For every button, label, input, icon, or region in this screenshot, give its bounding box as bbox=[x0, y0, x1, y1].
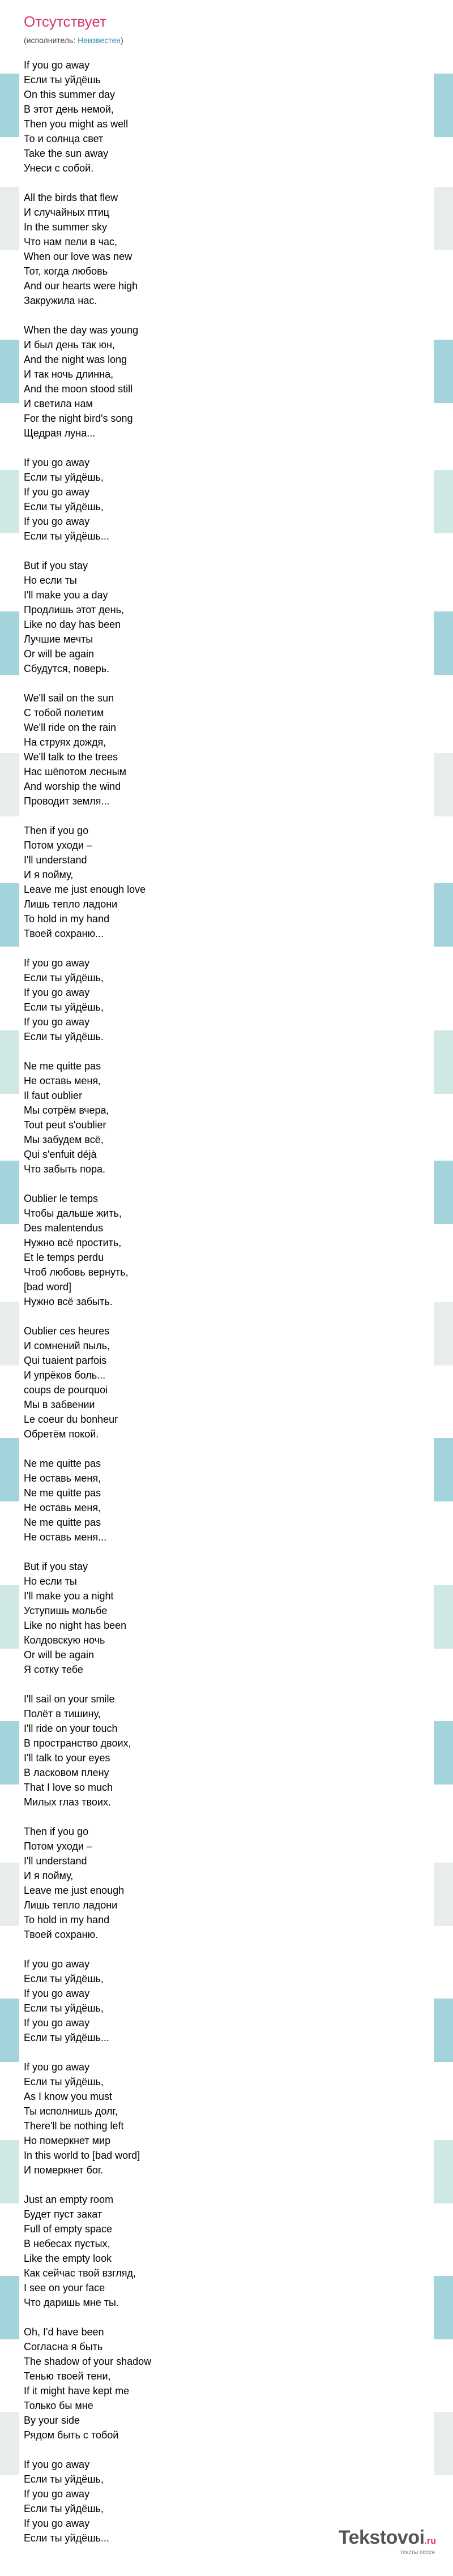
lyrics-stanza bbox=[24, 691, 318, 808]
lyric-line: And our hearts were high bbox=[24, 280, 138, 292]
lyrics-stanza bbox=[24, 1692, 318, 1809]
lyric-line: Oh, I'd have been bbox=[24, 2326, 104, 2338]
lyric-line: If you go away bbox=[24, 2459, 90, 2470]
lyric-line: Закружила нас. bbox=[24, 295, 97, 306]
lyric-line: Милых глаз твоих. bbox=[24, 1796, 111, 1808]
lyric-line: Если ты уйдёшь, bbox=[24, 2076, 104, 2087]
song-title: Отсутствует bbox=[24, 13, 106, 30]
lyric-line: To hold in my hand bbox=[24, 913, 110, 925]
lyric-line: Проводит земля... bbox=[24, 795, 110, 807]
lyrics-stanza bbox=[24, 1559, 318, 1677]
logo-tld: .ru bbox=[424, 2536, 436, 2546]
lyric-line: И был день так юн, bbox=[24, 339, 115, 350]
lyric-line: Уступишь мольбе bbox=[24, 1605, 108, 1616]
lyric-line: If you go away bbox=[24, 457, 90, 468]
lyric-line: Ne me quitte pas bbox=[24, 1487, 101, 1499]
lyric-line: Тот, когда любовь bbox=[24, 266, 108, 277]
lyric-line: Qui tuaient parfois bbox=[24, 1355, 107, 1366]
lyric-line: And worship the wind bbox=[24, 781, 121, 792]
lyric-line: Like the empty look bbox=[24, 2253, 112, 2264]
lyric-line: Лишь тепло ладони bbox=[24, 1899, 118, 1911]
lyric-line: Leave me just enough love bbox=[24, 884, 146, 895]
lyric-line: Потом уходи – bbox=[24, 840, 92, 851]
lyric-line: Le coeur du bonheur bbox=[24, 1414, 118, 1425]
lyrics-stanza bbox=[24, 2457, 318, 2545]
lyric-line: То и солнца свет bbox=[24, 133, 104, 144]
lyric-line: Full of empty space bbox=[24, 2223, 113, 2235]
lyric-line: Oublier ces heures bbox=[24, 1325, 110, 1337]
lyric-line: Like no night has been bbox=[24, 1620, 127, 1631]
lyric-line: There'll be nothing left bbox=[24, 2120, 124, 2132]
lyric-line: Ты исполнишь долг, bbox=[24, 2106, 118, 2117]
lyric-line: Щедрая луна... bbox=[24, 427, 96, 439]
lyric-line: Tout peut s'oublier bbox=[24, 1119, 106, 1131]
lyric-line: When our love was new bbox=[24, 251, 133, 262]
lyric-line: If you go away bbox=[24, 1958, 90, 1970]
site-logo[interactable] bbox=[339, 2527, 436, 2556]
lyric-line: If you go away bbox=[24, 1988, 90, 1999]
lyric-line: Or will be again bbox=[24, 1649, 95, 1661]
lyric-line: Обретём покой. bbox=[24, 1428, 99, 1440]
lyric-line: I see on your face bbox=[24, 2282, 105, 2293]
lyric-line: И так ночь длинна, bbox=[24, 369, 114, 380]
lyric-line: Мы в забвении bbox=[24, 1399, 95, 1410]
lyric-line: Then if you go bbox=[24, 825, 89, 836]
lyric-line: Чтобы дальше жить, bbox=[24, 1208, 122, 1219]
lyric-line: И померкнет бог. bbox=[24, 2164, 104, 2176]
lyric-line: If you go away bbox=[24, 957, 90, 969]
lyric-line: Нужно всё забыть. bbox=[24, 1296, 113, 1307]
lyrics-stanza bbox=[24, 2060, 318, 2177]
lyrics-stanza bbox=[24, 1957, 318, 2045]
lyric-line: Если ты уйдёшь. bbox=[24, 1031, 104, 1042]
lyric-line: Then you might as well bbox=[24, 118, 129, 130]
lyric-line: Будет пуст закат bbox=[24, 2209, 102, 2220]
lyric-line: Твоей сохраню. bbox=[24, 1929, 99, 1940]
lyric-line: If you go away bbox=[24, 516, 90, 527]
lyric-line: I'll ride on your touch bbox=[24, 1723, 118, 1734]
lyric-line: Если ты уйдёшь, bbox=[24, 972, 104, 983]
lyrics-stanza bbox=[24, 323, 318, 440]
lyric-line: And the moon stood still bbox=[24, 383, 133, 395]
lyric-line: Согласна я быть bbox=[24, 2341, 103, 2352]
lyric-line: Если ты уйдёшь bbox=[24, 74, 101, 85]
lyric-line: If you go away bbox=[24, 1016, 90, 1028]
lyric-line: If you go away bbox=[24, 2488, 90, 2500]
lyric-line: [bad word] bbox=[24, 1281, 72, 1293]
lyric-line: When the day was young bbox=[24, 324, 139, 336]
lyric-line: Если ты уйдёшь, bbox=[24, 472, 104, 483]
lyric-line: If you go away bbox=[24, 2518, 90, 2529]
lyric-line: И сомнений пыль, bbox=[24, 1340, 110, 1351]
lyric-line: coups de pourquoi bbox=[24, 1384, 108, 1396]
lyrics-stanza bbox=[24, 558, 318, 676]
lyric-line: И я пойму, bbox=[24, 869, 74, 880]
lyric-line: Если ты уйдёшь, bbox=[24, 1002, 104, 1013]
lyric-line: Что даришь мне ты. bbox=[24, 2297, 119, 2308]
lyric-line: But if you stay bbox=[24, 560, 88, 571]
lyric-line: Leave me just enough bbox=[24, 1885, 125, 1896]
artist-suffix: ) bbox=[121, 36, 123, 45]
artist-prefix: (исполнитель: bbox=[24, 36, 78, 45]
lyric-line: For the night bird's song bbox=[24, 413, 133, 424]
lyric-line: Если ты уйдёшь, bbox=[24, 1973, 104, 1984]
lyric-line: We'll talk to the trees bbox=[24, 751, 118, 763]
lyric-line: Если ты уйдёшь... bbox=[24, 2032, 109, 2043]
lyric-line: Нас шёпотом лесным bbox=[24, 766, 127, 777]
lyric-line: But if you stay bbox=[24, 1561, 88, 1572]
lyrics-stanza bbox=[24, 455, 318, 544]
lyric-line: Что нам пели в час, bbox=[24, 236, 118, 247]
lyric-line: На струях дождя, bbox=[24, 737, 106, 748]
lyric-line: If you go away bbox=[24, 987, 90, 998]
lyric-line: Но померкнет мир bbox=[24, 2135, 111, 2146]
lyric-line: Как сейчас твой взгляд, bbox=[24, 2267, 136, 2279]
lyric-line: We'll ride on the rain bbox=[24, 722, 117, 733]
lyric-line: To hold in my hand bbox=[24, 1914, 110, 1925]
artist-link[interactable]: Неизвестен bbox=[78, 36, 121, 45]
lyric-line: Or will be again bbox=[24, 648, 95, 660]
lyric-line: Сбудутся, поверь. bbox=[24, 663, 110, 674]
lyrics-stanza bbox=[24, 1824, 318, 1942]
lyric-line: And the night was long bbox=[24, 354, 127, 365]
lyric-line: Чтоб любовь вернуть, bbox=[24, 1266, 129, 1278]
lyric-line: Ne me quitte pas bbox=[24, 1060, 101, 1072]
lyric-line: Et le temps perdu bbox=[24, 1252, 104, 1263]
lyrics-stanza bbox=[24, 823, 318, 941]
lyric-line: В пространство двоих, bbox=[24, 1738, 131, 1749]
lyric-line: Oublier le temps bbox=[24, 1193, 99, 1204]
lyric-line: If you go away bbox=[24, 59, 90, 71]
lyric-line: We'll sail on the sun bbox=[24, 692, 114, 704]
lyrics-body bbox=[24, 58, 318, 2560]
lyrics-stanza bbox=[24, 58, 318, 176]
lyric-line: Ne me quitte pas bbox=[24, 1517, 101, 1528]
lyric-line: Нужно всё простить, bbox=[24, 1237, 122, 1248]
lyric-line: Ne me quitte pas bbox=[24, 1458, 101, 1469]
lyric-line: I'll make you a day bbox=[24, 589, 108, 601]
lyric-line: И светила нам bbox=[24, 398, 93, 409]
lyric-line: Если ты уйдёшь... bbox=[24, 2532, 109, 2544]
lyric-line: В небесах пустых, bbox=[24, 2238, 110, 2249]
lyric-line: Take the sun away bbox=[24, 148, 109, 159]
lyric-line: В этот день немой, bbox=[24, 104, 114, 115]
lyric-line: Мы сотрём вчера, bbox=[24, 1105, 109, 1116]
lyric-line: If it might have kept me bbox=[24, 2385, 130, 2397]
lyric-line: Продлишь этот день, bbox=[24, 604, 124, 615]
lyrics-stanza bbox=[24, 1456, 318, 1544]
lyric-line: Не оставь меня, bbox=[24, 1075, 101, 1086]
lyric-line: If you go away bbox=[24, 486, 90, 498]
lyric-line: Только бы мне bbox=[24, 2400, 93, 2411]
lyric-line: Не оставь меня, bbox=[24, 1473, 101, 1484]
lyrics-stanza bbox=[24, 1191, 318, 1309]
lyric-line: In the summer sky bbox=[24, 221, 108, 233]
lyric-line: И упрёков боль... bbox=[24, 1370, 106, 1381]
logo-tagline: тексты песен bbox=[400, 2549, 435, 2556]
lyric-line: Полёт в тишину, bbox=[24, 1708, 101, 1719]
lyrics-stanza bbox=[24, 2192, 318, 2310]
lyric-line: If you go away bbox=[24, 2017, 90, 2029]
lyric-line: If you go away bbox=[24, 2061, 90, 2073]
lyric-line: Если ты уйдёшь, bbox=[24, 2474, 104, 2485]
lyric-line: Твоей сохраню... bbox=[24, 928, 104, 939]
lyric-line: Il faut oublier bbox=[24, 1090, 83, 1101]
lyric-line: С тобой полетим bbox=[24, 707, 104, 718]
lyric-line: Then if you go bbox=[24, 1826, 89, 1837]
lyric-line: Не оставь меня... bbox=[24, 1531, 107, 1543]
lyric-line: By your side bbox=[24, 2415, 80, 2426]
lyric-line: И случайных птиц bbox=[24, 207, 110, 218]
lyrics-stanza bbox=[24, 190, 318, 308]
lyric-line: I'll sail on your smile bbox=[24, 1693, 115, 1705]
artist-line bbox=[24, 35, 123, 45]
lyric-line: Рядом быть с тобой bbox=[24, 2429, 119, 2441]
lyric-line: И я пойму, bbox=[24, 1870, 74, 1881]
lyric-line: В ласковом плену bbox=[24, 1767, 109, 1778]
lyrics-stanza bbox=[24, 1324, 318, 1441]
lyrics-stanza bbox=[24, 956, 318, 1044]
lyric-line: Но если ты bbox=[24, 1576, 77, 1587]
lyric-line: All the birds that flew bbox=[24, 192, 118, 203]
lyrics-stanza bbox=[24, 2325, 318, 2442]
lyric-line: I'll make you a night bbox=[24, 1590, 114, 1602]
lyric-line: Like no day has been bbox=[24, 619, 121, 630]
lyric-line: Qui s'enfuit déjà bbox=[24, 1149, 97, 1160]
lyrics-stanza bbox=[24, 1059, 318, 1176]
lyric-line: On this summer day bbox=[24, 89, 116, 100]
lyric-line: Но если ты bbox=[24, 575, 77, 586]
lyric-line: Des malentendus bbox=[24, 1222, 104, 1234]
lyric-line: That I love so much bbox=[24, 1782, 113, 1793]
lyric-line: Что забыть пора. bbox=[24, 1163, 105, 1175]
lyric-line: The shadow of your shadow bbox=[24, 2356, 152, 2367]
lyric-line: Если ты уйдёшь, bbox=[24, 501, 104, 512]
lyric-line: Тенью твоей тени, bbox=[24, 2370, 111, 2382]
lyric-line: Унеси с собой. bbox=[24, 162, 94, 174]
lyric-line: Потом уходи – bbox=[24, 1841, 92, 1852]
lyric-line: Лучшие мечты bbox=[24, 634, 93, 645]
lyric-line: In this world to [bad word] bbox=[24, 2150, 140, 2161]
lyric-line: As I know you must bbox=[24, 2091, 113, 2102]
lyric-line: Я соткy тебе bbox=[24, 1664, 83, 1675]
lyric-line: Лишь тепло ладони bbox=[24, 898, 118, 910]
lyric-line: I'll understand bbox=[24, 1855, 87, 1867]
lyric-line: Колдовскую ночь bbox=[24, 1634, 105, 1646]
lyric-line: Если ты уйдёшь, bbox=[24, 2503, 104, 2514]
lyric-line: Если ты уйдёшь, bbox=[24, 2002, 104, 2014]
lyric-line: I'll talk to your eyes bbox=[24, 1752, 110, 1764]
lyric-line: Не оставь меня, bbox=[24, 1502, 101, 1513]
lyric-line: I'll understand bbox=[24, 854, 87, 866]
lyric-line: Just an empty room bbox=[24, 2194, 114, 2205]
logo-name: Tekstovoi bbox=[338, 2527, 425, 2548]
lyric-line: Мы забудем всё, bbox=[24, 1134, 104, 1145]
lyric-line: Если ты уйдёшь... bbox=[24, 530, 109, 542]
